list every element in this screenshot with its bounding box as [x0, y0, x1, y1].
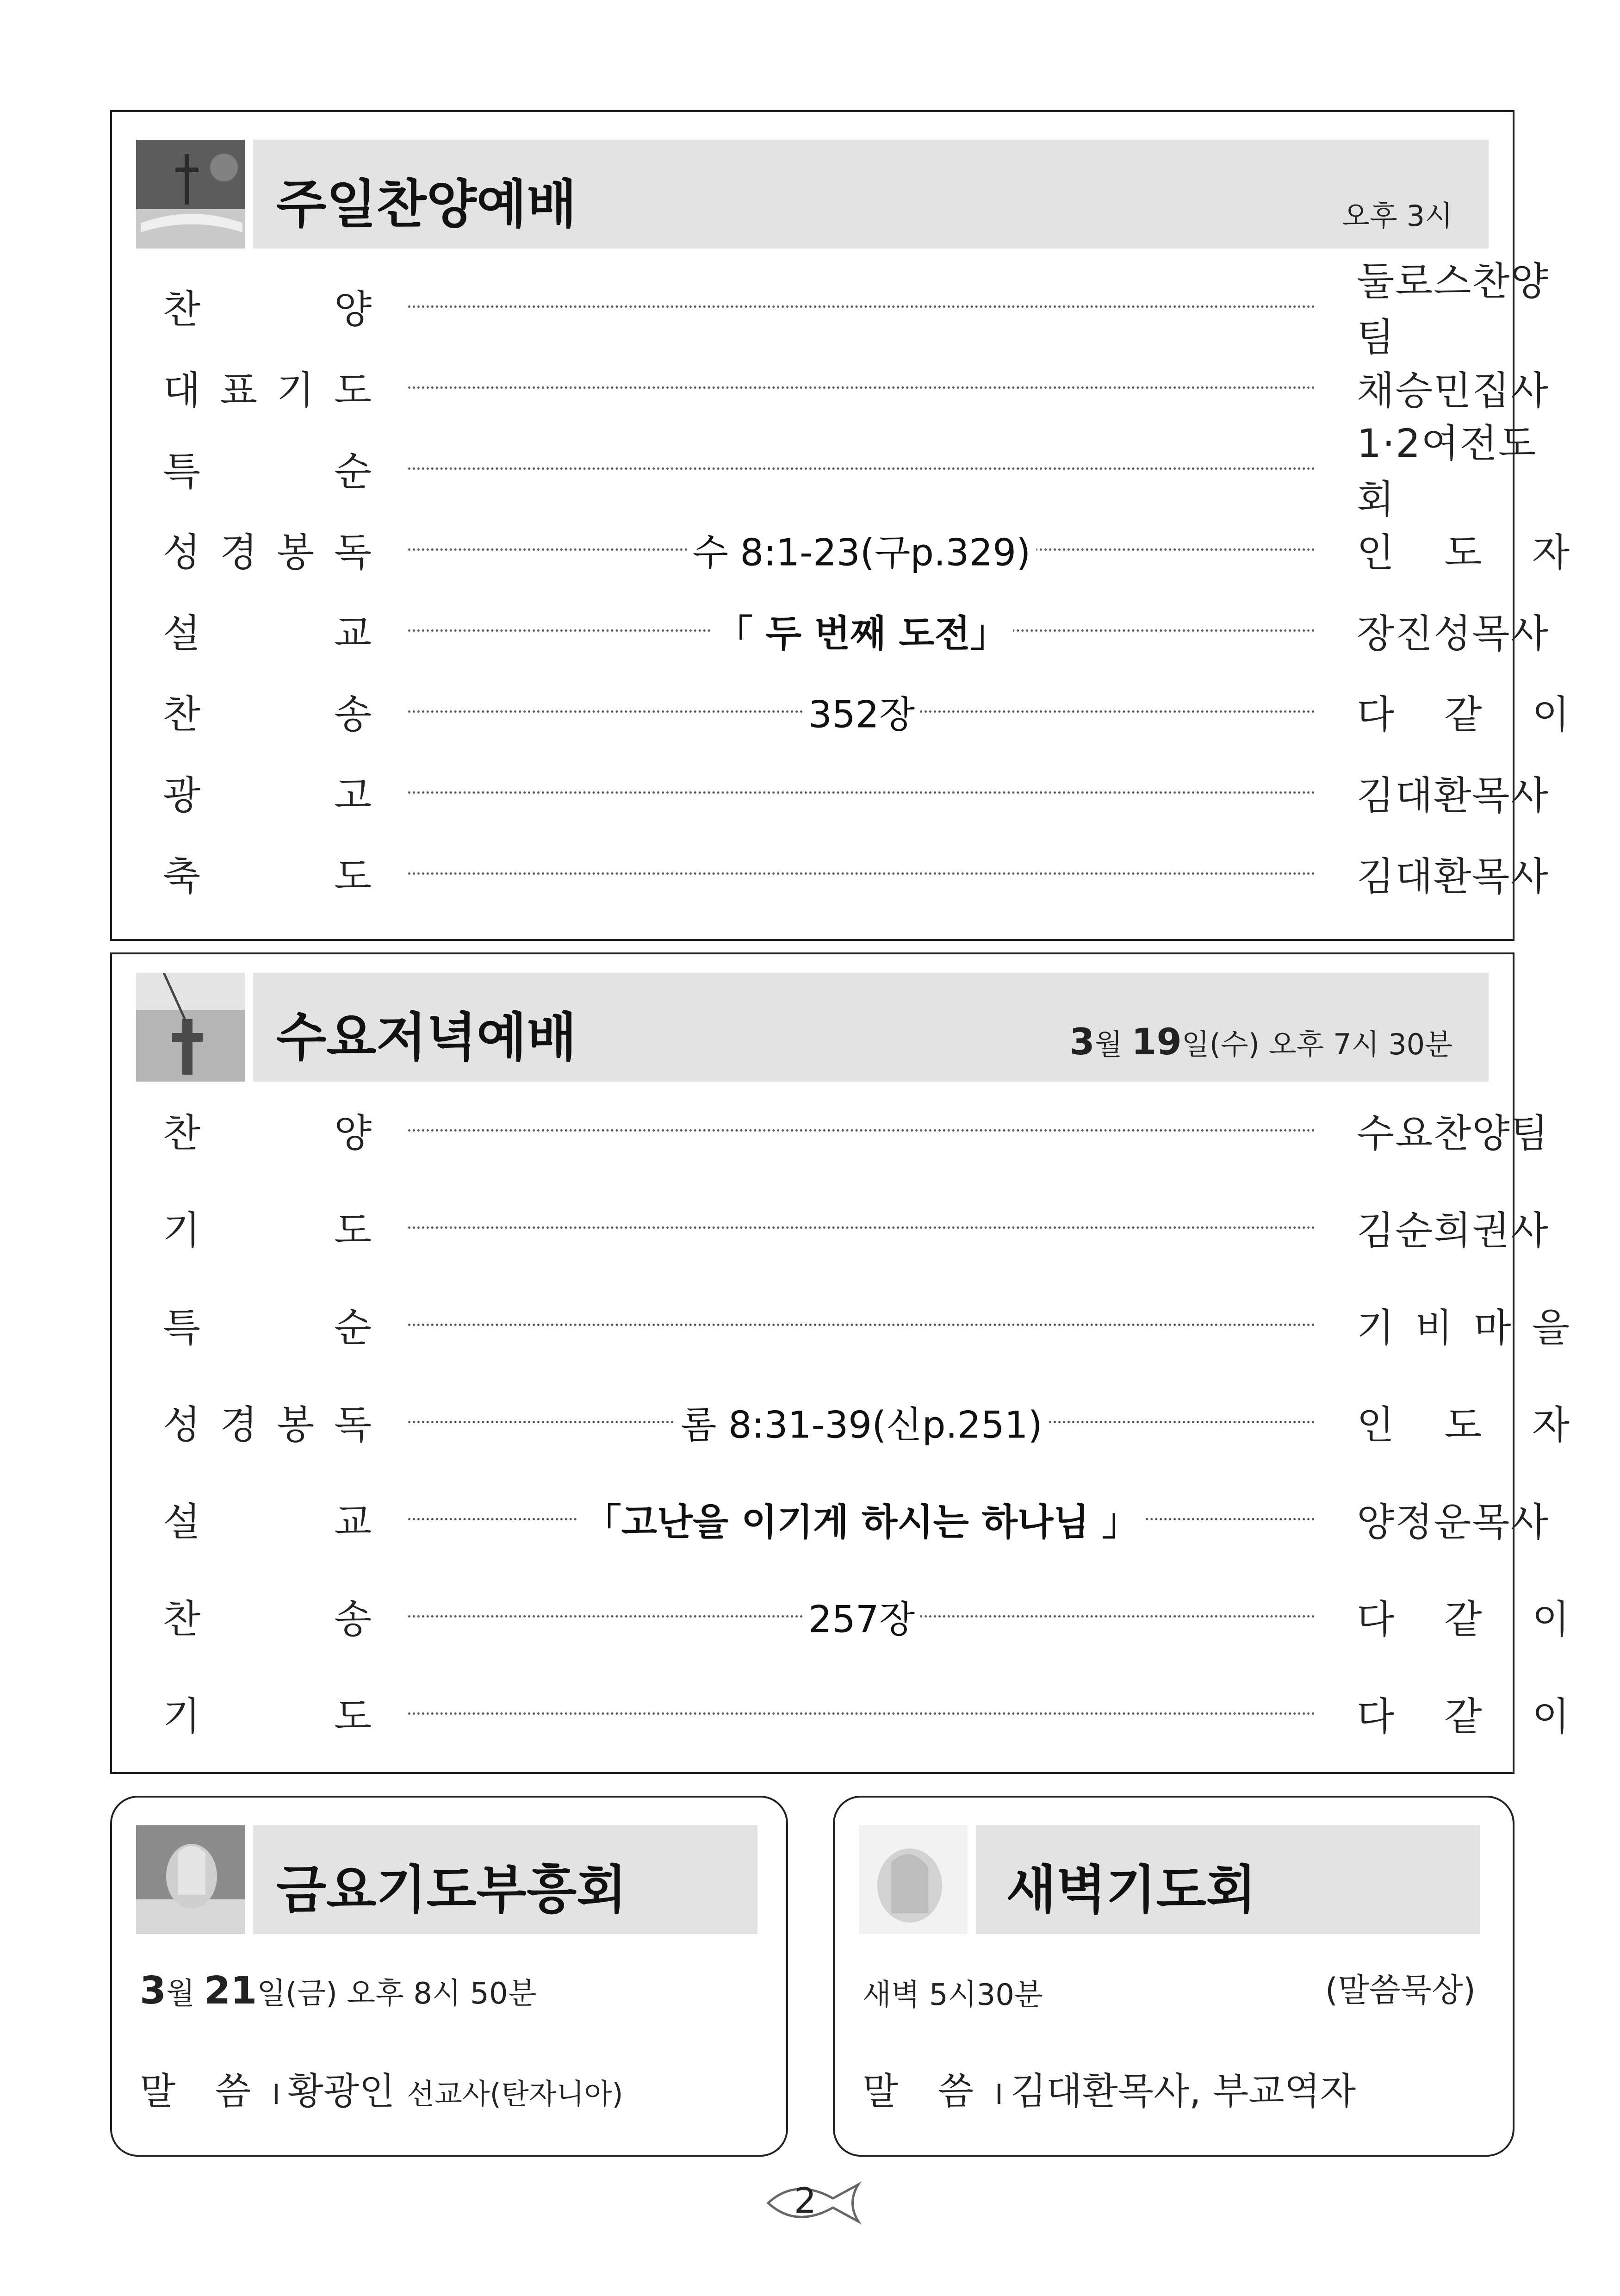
order-person: 장진성목사 — [1357, 610, 1549, 656]
order-label — [163, 846, 394, 901]
order-detail: 롬 8:31-39(신p.251) — [675, 1395, 1048, 1449]
order-detail: 257장 — [803, 1590, 920, 1643]
order-person: 다 같 이 — [1357, 1596, 1570, 1642]
order-row — [112, 1394, 1570, 1450]
order-label-char: 성 — [163, 1402, 201, 1448]
order-label — [163, 1102, 394, 1158]
praying-hands-bible-photo — [136, 1825, 245, 1934]
sunday-title: 주일찬양예배 — [276, 174, 577, 235]
order-detail: 352장 — [803, 685, 920, 738]
order-person: 양정운목사 — [1357, 1499, 1549, 1545]
order-row — [112, 1200, 1549, 1255]
wednesday-title: 수요저녁예배 — [276, 1008, 577, 1068]
order-label-char: 설 — [163, 610, 201, 656]
dotted-leader — [408, 467, 1315, 470]
order-label-char: 도 — [334, 1207, 372, 1253]
separator: I — [272, 2078, 280, 2111]
order-label-char: 축 — [163, 853, 201, 899]
dotted-leader — [408, 386, 1315, 389]
cross-necklace-photo — [136, 973, 245, 1082]
order-label — [163, 684, 394, 739]
order-person: 인 도 자 — [1357, 529, 1570, 575]
sunday-service-section — [110, 110, 1570, 941]
page-number-fish — [763, 2175, 865, 2231]
order-person: 1·2여전도회 — [1357, 421, 1537, 522]
friday-prayer-section — [110, 1796, 788, 2157]
order-label-char: 순 — [334, 1305, 372, 1350]
order-detail: 「고난을 이기게 하시는 하나님 」 — [579, 1493, 1145, 1546]
order-row — [112, 1102, 1549, 1158]
dotted-leader — [408, 1226, 1315, 1229]
friday-speaker-role: 선교사(탄자니아) — [406, 2077, 623, 2111]
dawn-time: 새벽 5시30분 — [863, 1978, 1043, 2012]
order-label-char: 순 — [334, 448, 372, 494]
dotted-leader — [408, 1129, 1315, 1132]
order-row — [112, 1491, 1549, 1547]
order-row — [112, 846, 1549, 901]
order-row — [112, 765, 1549, 820]
order-label-char: 도 — [334, 1693, 372, 1739]
dawn-speaker — [863, 2061, 1356, 2115]
order-label-char: 고 — [334, 772, 372, 818]
friday-speaker-name: 황광인 — [287, 2070, 395, 2113]
order-label — [163, 765, 394, 820]
order-label-char: 교 — [334, 1499, 372, 1545]
order-label — [163, 1686, 394, 1741]
wednesday-month: 3 — [1069, 1021, 1095, 1063]
order-label-char: 독 — [334, 529, 372, 575]
order-label-char: 도 — [334, 853, 372, 899]
order-label-char: 양 — [334, 286, 372, 332]
friday-speaker — [140, 2061, 623, 2115]
wednesday-service-section — [110, 952, 1570, 1774]
dotted-leader — [408, 305, 1315, 308]
order-row — [112, 1686, 1570, 1741]
sunday-time: 오후 3시 — [1342, 199, 1452, 233]
order-label-char: 특 — [163, 1305, 201, 1350]
dotted-leader — [408, 1712, 1315, 1715]
order-label — [163, 1297, 394, 1352]
order-person: 다 같 이 — [1357, 1693, 1570, 1739]
page-number: 2 — [794, 2180, 817, 2221]
order-label-char: 독 — [334, 1402, 372, 1448]
order-label — [163, 1588, 394, 1644]
order-row — [112, 360, 1549, 415]
order-row — [112, 259, 1549, 360]
friday-datetime: 3월 21일(금) 오후 8시 50분 — [140, 1969, 537, 2013]
dawn-note: (말씀묵상) — [1325, 1971, 1476, 2009]
friday-month: 3 — [140, 1969, 167, 2013]
order-label-char: 대 — [163, 367, 201, 413]
wednesday-day: 19 — [1131, 1021, 1182, 1063]
friday-title: 금요기도부흥회 — [276, 1860, 627, 1920]
order-row — [112, 1588, 1570, 1644]
friday-day: 21 — [204, 1969, 257, 2013]
order-person: 김대환목사 — [1357, 853, 1549, 899]
order-detail: 「 두 번째 도전」 — [710, 604, 1013, 657]
separator: I — [995, 2078, 1003, 2111]
order-label-char: 기 — [277, 367, 315, 413]
order-label-char: 경 — [220, 1402, 258, 1448]
order-label-char: 찬 — [163, 1110, 201, 1156]
order-person: 둘로스찬양팀 — [1357, 259, 1549, 360]
order-label-char: 특 — [163, 448, 201, 494]
order-label-char: 표 — [220, 367, 258, 413]
order-label — [163, 1394, 394, 1450]
order-label-char: 교 — [334, 610, 372, 656]
dawn-title: 새벽기도회 — [1006, 1860, 1256, 1920]
dotted-leader — [408, 791, 1315, 794]
order-label-char: 설 — [163, 1499, 201, 1545]
dawn-prayer-section — [833, 1796, 1514, 2157]
order-label-char: 찬 — [163, 1596, 201, 1642]
order-person: 채승민집사 — [1357, 367, 1549, 413]
order-detail: 수 8:1-23(구p.329) — [687, 523, 1037, 576]
order-label-char: 경 — [220, 529, 258, 575]
order-label-char: 봉 — [277, 1402, 315, 1448]
order-label-char: 봉 — [277, 529, 315, 575]
order-person: 김순희권사 — [1357, 1207, 1549, 1253]
dawn-speaker-name: 김대환목사, 부교역자 — [1010, 2070, 1356, 2113]
order-person: 김대환목사 — [1357, 772, 1549, 818]
order-label-char: 도 — [334, 367, 372, 413]
order-person: 수요찬양팀 — [1357, 1110, 1549, 1156]
order-label-char: 양 — [334, 1110, 372, 1156]
order-label-char: 찬 — [163, 691, 201, 737]
order-person: 다 같 이 — [1357, 691, 1570, 737]
order-label-char: 찬 — [163, 286, 201, 332]
praying-hands-photo — [859, 1825, 968, 1934]
dotted-leader — [408, 1324, 1315, 1326]
order-label-char: 광 — [163, 772, 201, 818]
order-row — [112, 684, 1570, 739]
bible-cross-photo — [136, 140, 245, 249]
order-label-char: 기 — [163, 1693, 201, 1739]
wednesday-time: 3월 19일(수) 오후 7시 30분 — [1069, 1021, 1452, 1063]
order-label-char: 기 — [163, 1207, 201, 1253]
order-row — [112, 603, 1549, 658]
order-label-char: 송 — [334, 691, 372, 737]
order-row — [112, 522, 1570, 577]
order-label — [163, 1200, 394, 1255]
order-label — [163, 1491, 394, 1547]
order-label — [163, 603, 394, 658]
order-label-char: 송 — [334, 1596, 372, 1642]
order-label — [163, 441, 394, 496]
order-label-char: 성 — [163, 529, 201, 575]
order-label — [163, 279, 394, 334]
dotted-leader — [408, 872, 1315, 875]
order-person: 기 비 마 을 — [1357, 1305, 1570, 1350]
order-row — [112, 421, 1537, 522]
order-row — [112, 1297, 1570, 1352]
dawn-speaker-label: 말 씀 — [863, 2070, 987, 2113]
order-label — [163, 360, 394, 415]
order-label — [163, 522, 394, 577]
friday-speaker-label: 말 씀 — [140, 2070, 265, 2113]
order-person: 인 도 자 — [1357, 1402, 1570, 1448]
